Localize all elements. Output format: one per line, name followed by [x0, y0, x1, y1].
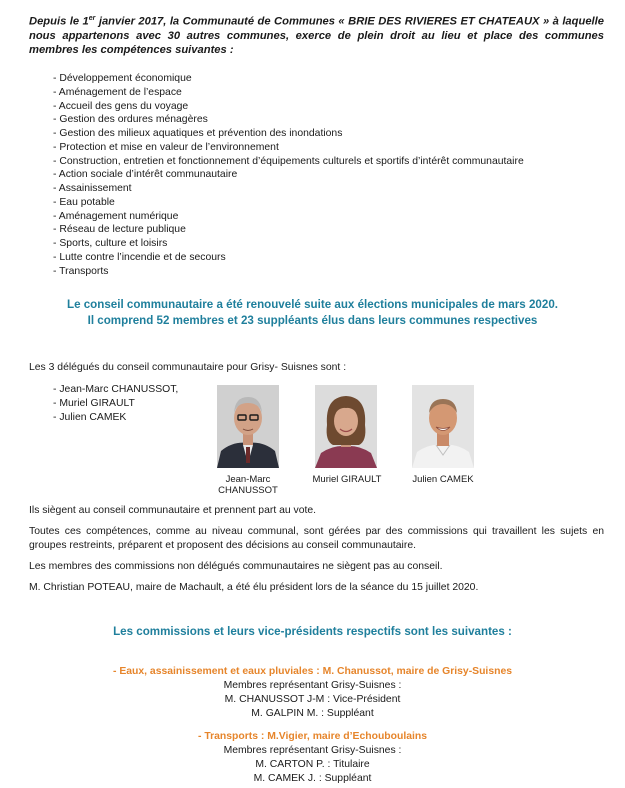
paragraph-vote: Ils siègent au conseil communautaire et prennent part au vote. [29, 505, 317, 516]
intro-date: Depuis le 1 [29, 15, 89, 28]
commission-title-eaux: - Eaux, assainissement et eaux pluviales : M. Chanussot, maire de Grisy-Suisnes [112, 666, 513, 677]
caption-girault: Muriel GIRAULT [312, 474, 382, 485]
list-item: - Lutte contre l’incendie et de secours [53, 251, 524, 265]
commission-members-label: Membres représentant Grisy-Suisnes : [223, 745, 402, 756]
list-item: - Muriel GIRAULT [53, 397, 178, 411]
commission-member: M. GALPIN M. : Suppléant [251, 708, 374, 719]
list-item: - Julien CAMEK [53, 411, 178, 425]
council-heading [0, 297, 625, 329]
list-item: - Action sociale d’intérêt communautaire [53, 168, 524, 182]
intro-date-sup: er [88, 15, 96, 22]
list-item: - Sports, culture et loisirs [53, 237, 524, 251]
intro-paragraph [29, 12, 604, 57]
council-line-2: Il comprend 52 membres et 23 suppléants élus dans leurs communes respectives [87, 314, 538, 327]
list-item: - Développement économique [53, 72, 524, 86]
list-item: - Accueil des gens du voyage [53, 100, 524, 114]
caption-chanussot: Jean-Marc CHANUSSOT [218, 474, 278, 496]
portrait-photo-camek [412, 385, 474, 468]
intro-text: janvier 2017, la Communauté de Communes « BRIE DES RIVIERES ET CHATEAUX » à laquelle nous appartenons avec 30 autres communes, exerce de plein droit au lieu et place des communes membres les compétences suivantes : [29, 15, 604, 56]
portrait-photo-girault [315, 385, 377, 468]
commission-members-label: Membres représentant Grisy-Suisnes : [223, 680, 402, 691]
list-item: - Aménagement numérique [53, 210, 524, 224]
list-item: - Gestion des ordures ménagères [53, 113, 524, 127]
delegates-intro: Les 3 délégués du conseil communautaire pour Grisy- Suisnes sont : [29, 362, 347, 373]
list-item: - Eau potable [53, 196, 524, 210]
commission-member: M. CARTON P. : Titulaire [255, 759, 370, 770]
list-item: - Transports [53, 265, 524, 279]
list-item: - Gestion des milieux aquatiques et prévention des inondations [53, 127, 524, 141]
competences-list [53, 72, 524, 278]
list-item: - Réseau de lecture publique [53, 223, 524, 237]
portrait-photo-chanussot [217, 385, 279, 468]
commission-member: M. CAMEK J. : Suppléant [253, 773, 372, 784]
list-item: - Aménagement de l’espace [53, 86, 524, 100]
paragraph-commissions: Toutes ces compétences, comme au niveau communal, sont gérées par des commissions qui travaillent les sujets en groupes restreints, préparent et proposent des décisions au conseil communautaire. [29, 526, 604, 551]
council-line-1: Le conseil communautaire a été renouvelé suite aux élections municipales de mars 2020. [66, 298, 558, 311]
caption-camek: Julien CAMEK [412, 474, 474, 485]
paragraph-president: M. Christian POTEAU, maire de Machault, a été élu président lors de la séance du 15 juillet 2020. [29, 582, 479, 593]
commissions-heading: Les commissions et leurs vice-présidents respectifs sont les suivantes : [113, 625, 512, 638]
list-item: - Protection et mise en valeur de l’environnement [53, 141, 524, 155]
commission-member: M. CHANUSSOT J-M : Vice-Président [224, 694, 401, 705]
paragraph-members: Les membres des commissions non délégués communautaires ne siègent pas au conseil. [29, 561, 443, 572]
list-item: - Assainissement [53, 182, 524, 196]
list-item: - Jean-Marc CHANUSSOT, [53, 383, 178, 397]
delegates-list [53, 383, 178, 425]
commission-title-transports: - Transports : M.Vigier, maire d’Echouboulains [197, 731, 428, 742]
list-item: - Construction, entretien et fonctionnement d’équipements culturels et sportifs d’intérêt communautaire [53, 155, 524, 169]
